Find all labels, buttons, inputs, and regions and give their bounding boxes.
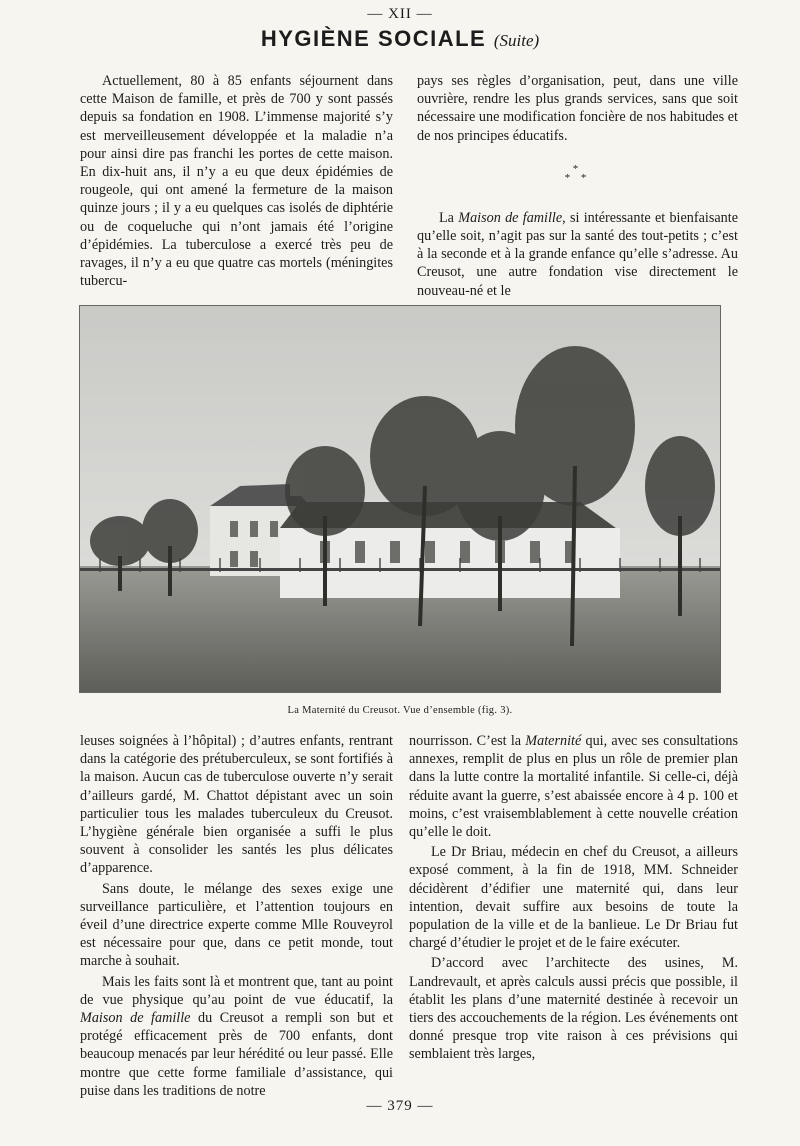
paragraph: D’accord avec l’architecte des usines, M. Landrevault, et après calculs aussi précis que possible, il établit les plans d’une maternité destinée à recevoir un tiers des accouchements de la région. Les événements ont donné presque trop vite raison à ces prévisions qui semblaient très larges, (409, 955, 738, 1063)
column-top-left (80, 72, 393, 290)
emphasis-maison-de-famille: Maison de famille (80, 1010, 191, 1027)
text-run: qui, avec ses consultations annexes, remplit de plus en plus un rôle de premier plan dans la lutte contre la mortalité infantile. Si celle-ci, déjà réduite avant la guerre, s’est abaissée encore à 4 p. 100 et moins, c’est vraisemblablement à cette nouvelle création qu’elle le doit. (409, 733, 738, 841)
column-bottom-left (80, 732, 393, 1100)
paragraph: Le Dr Briau, médecin en chef du Creusot, a ailleurs exposé comment, à la fin de 1918, MM. Schneider décidèrent d’édifier une maternité qui, dans leur intention, devait suffire aux besoins de toute la population de la ville et de la banlieue. Le Dr Briau fut chargé d’étudier le projet et de le faire exécuter. (409, 844, 738, 952)
text-run: nourrisson. C’est la (409, 733, 526, 749)
asterism-bottom: * * (564, 171, 591, 184)
paragraph: Sans doute, le mélange des sexes exige une surveillance particulière, et l’attention toujours en éveil d’une directrice experte comme Mlle Rouveyrol est nécessaire pour que, dans ce petit monde, tout marche à souhait. (80, 880, 393, 970)
paragraph: pays ses règles d’organisation, peut, dans une ville ouvrière, rendre les plus grands services, sans que soit nécessaire une modification foncière de nos habitudes et de nos principes éducatifs. (417, 73, 738, 144)
paragraph (409, 732, 738, 841)
paragraph (417, 209, 738, 300)
asterism (417, 162, 738, 184)
emphasis-maternite: Maternité (525, 733, 582, 749)
paragraph: leuses soignées à l’hôpital) ; d’autres enfants, rentrant dans la catégorie des prétuberculeux, se sont fortifiés à la maison. Aucun cas de tuberculose ouverte n’y serait d’ailleurs gardé, M. Chattot dépistant avec un soin particulier tous les malades tuberculeux du Creusot. L’hygiène générale bien organisée a suffi le plus souvent à consolider les santés les plus délicates d’apparence. (80, 733, 393, 877)
text-run: Mais les faits sont là et montrent que, tant au point de vue physique qu’au point de vue éducatif, la (80, 973, 393, 1008)
emphasis-maison-de-famille: Maison de famille (458, 209, 563, 226)
paragraph: Actuellement, 80 à 85 enfants séjournent dans cette Maison de famille, et près de 700 y sont passés depuis sa fondation en 1908. L’immense majorité s’y est merveilleusement développée et la maladie n’a pour ainsi dire pas franchi les portes de cette maison. En dix-huit ans, il n’y a eu que deux épidémies de rougeole, qui ont amené la fermeture de la maison quinze jours ; il y a eu quelques cas isolés de diphtérie ou de coqueluche qui n’ont jamais été l’origine d’épidémies. La tuberculose a exercé très peu de ravages, il n’y a eu que quatre cas mortels (méningites tubercu- (80, 73, 393, 290)
text-run: La (439, 209, 459, 226)
section-number: — XII — (367, 6, 433, 22)
page-title: HYGIÈNE SOCIALE (260, 26, 487, 51)
asterism-top: * (572, 162, 583, 175)
column-top-right (417, 72, 738, 300)
page-number: — 379 — (366, 1098, 434, 1114)
photo-illustration (80, 306, 720, 692)
photo-maternite (79, 305, 721, 693)
figure-caption: La Maternité du Creusot. Vue d’ensemble (fig. 3). (287, 705, 513, 716)
text-run: du Creusot a rempli son but et protégé efficacement près de 700 enfants, dont beaucoup menacés par leur hérédité ou leur passé. Elle montre que cette forme familiale d’assistance, qui puise dans les traditions de notre (80, 1010, 393, 1099)
column-bottom-right (409, 732, 738, 1064)
running-head (0, 26, 800, 52)
paragraph (80, 973, 393, 1100)
title-suffix: (Suite) (493, 31, 540, 50)
text-run: , si intéressante et bienfaisante qu’elle soit, n’agit pas sur la santé des tout-petits ; c’est à la seconde et à la grande enfance qu’elle s’adresse. Au Creusot, une autre fondation vise directement le nouveau-né et le (417, 209, 739, 299)
